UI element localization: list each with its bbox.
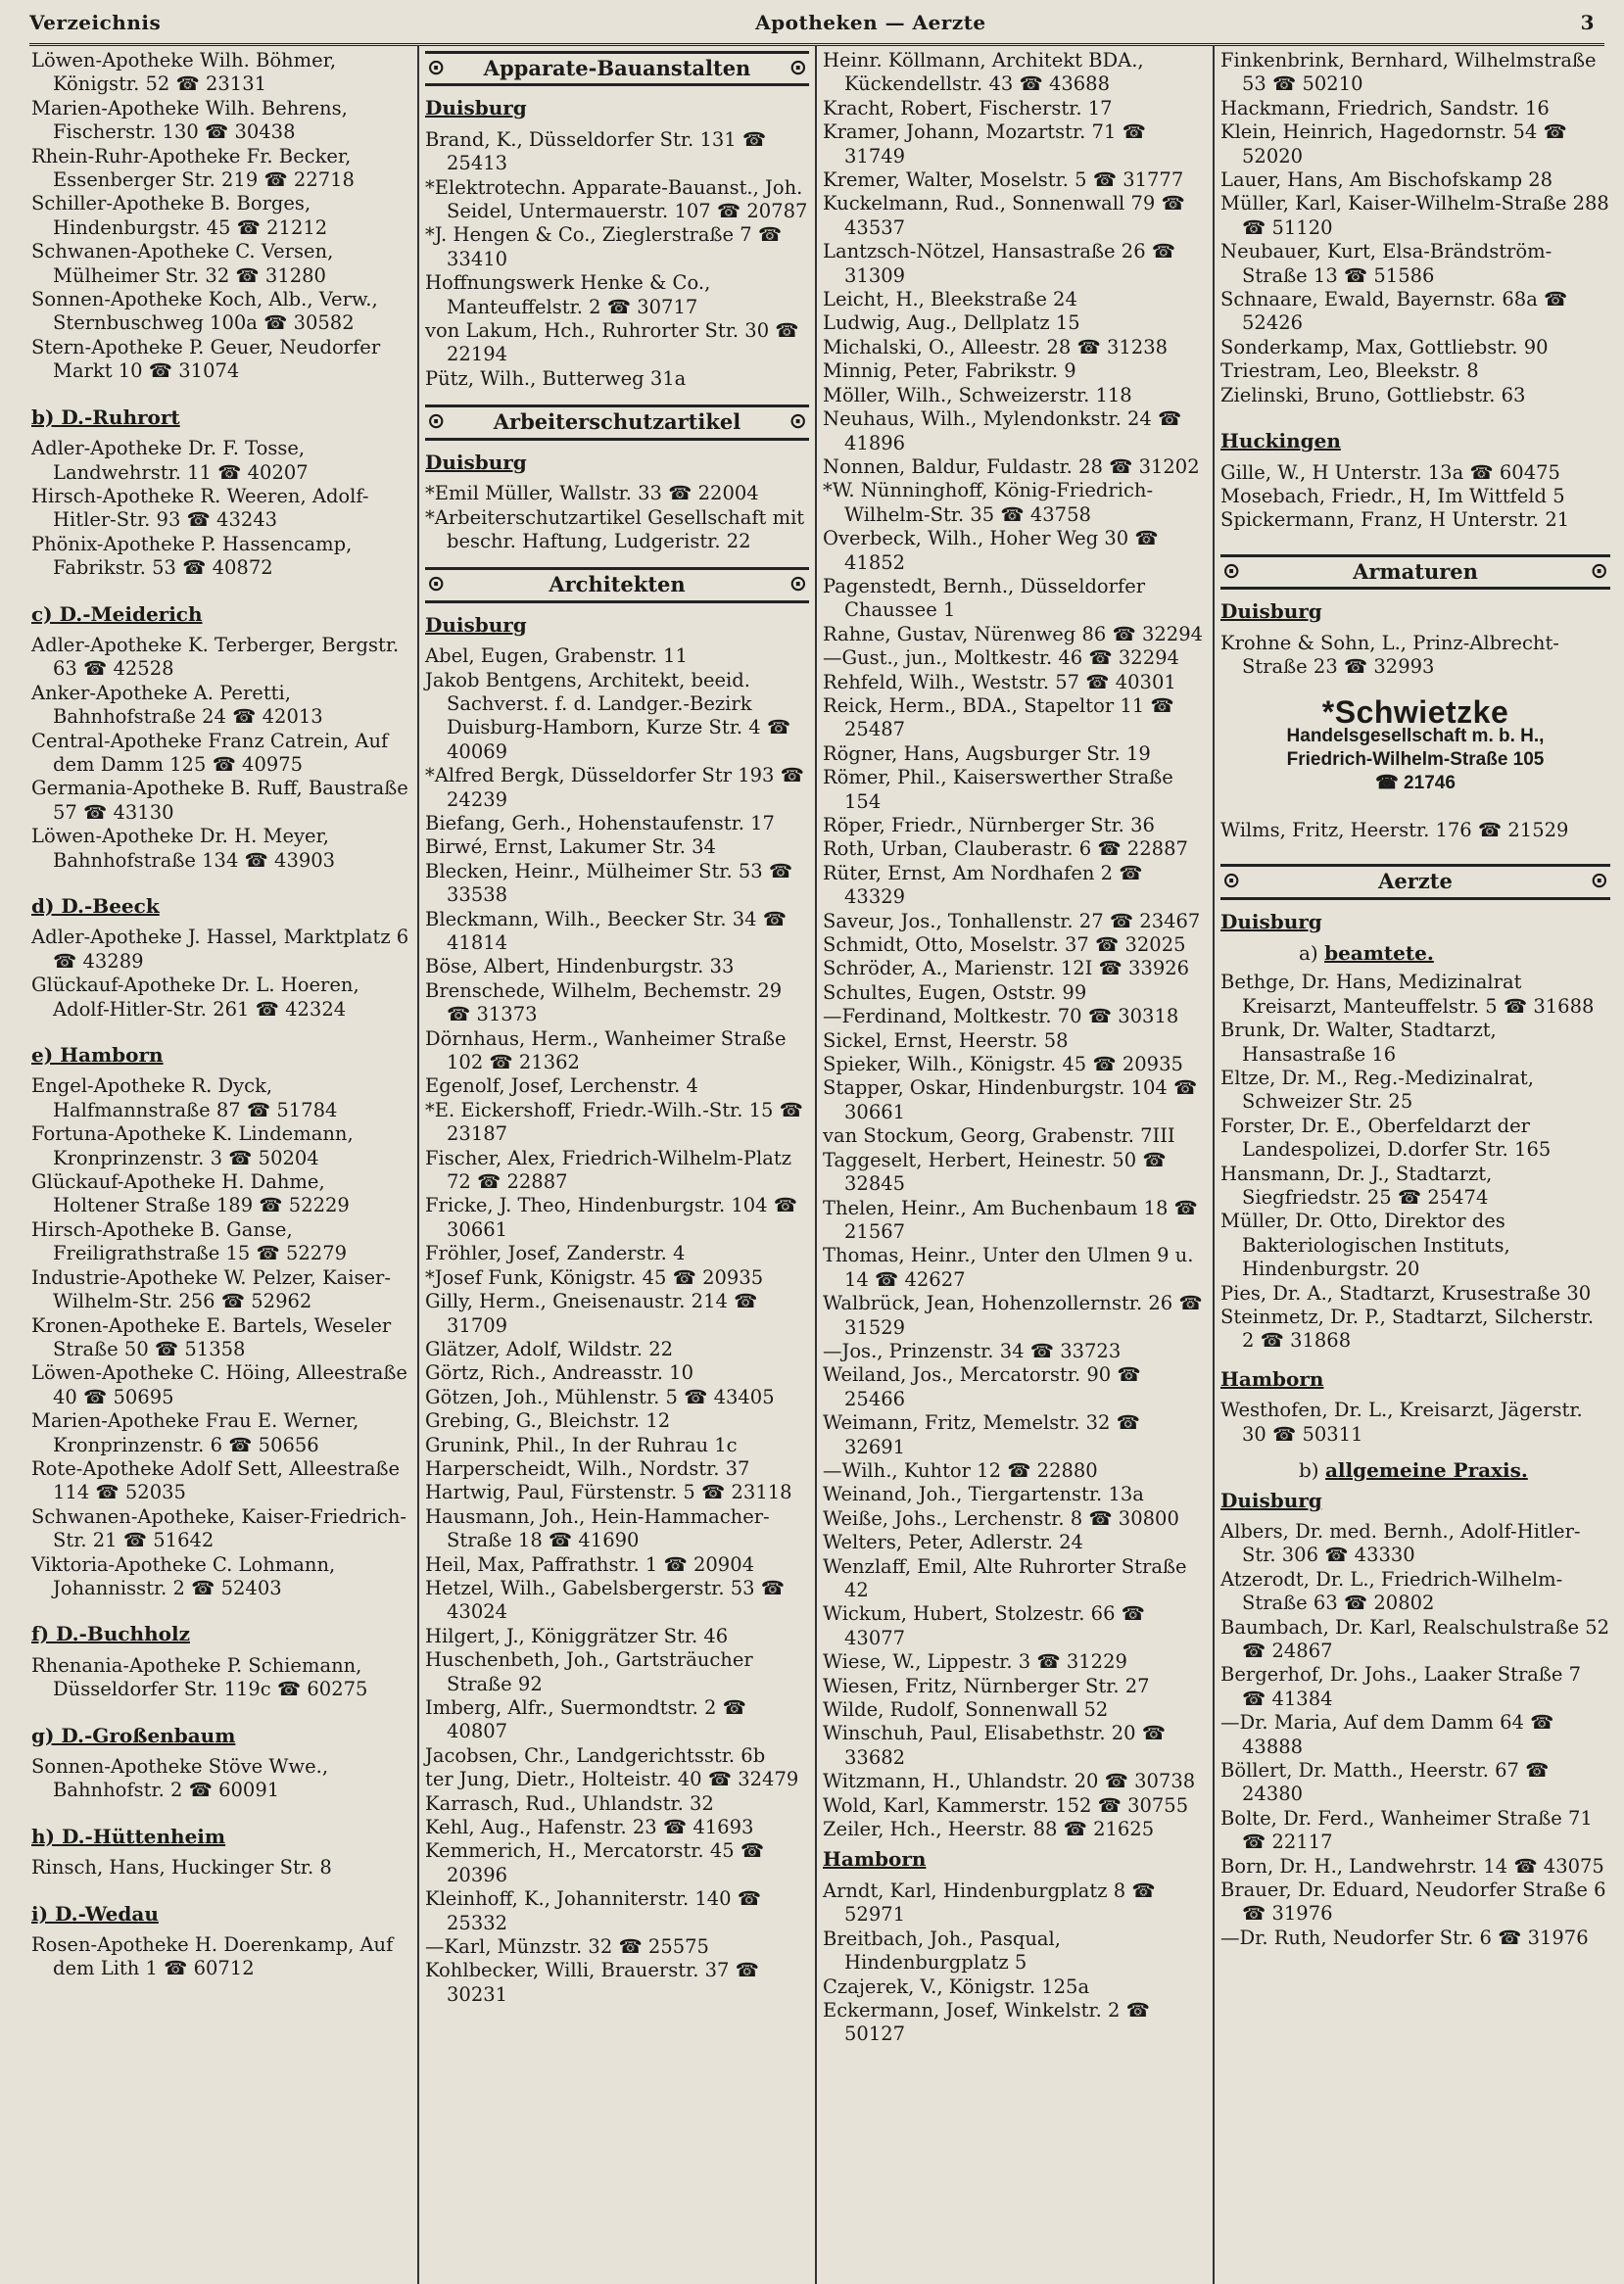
ad-company-name: *Schwietzke xyxy=(1321,694,1509,731)
directory-entry: Zeiler, Hch., Heerstr. 88 ☎ 21625 xyxy=(823,1818,1155,1841)
directory-entry: Sonnen-Apotheke Koch, Alb., Verw., Sternbuschweg 100a ☎ 30582 xyxy=(31,288,378,335)
directory-entry: Schmidt, Otto, Moselstr. 37 ☎ 32025 xyxy=(823,933,1186,957)
column-4 xyxy=(1220,49,1610,2284)
directory-entry: Fischer, Alex, Friedrich-Wilhelm-Platz 72 ☎ 22887 xyxy=(425,1146,791,1194)
directory-entry: Nonnen, Baldur, Fuldastr. 28 ☎ 31202 xyxy=(823,454,1200,478)
directory-entry: Walbrück, Jean, Hohenzollernstr. 26 ☎ 31529 xyxy=(823,1292,1203,1339)
directory-entry: Breitbach, Joh., Pasqual, Hindenburgplatz 5 xyxy=(823,1927,1061,1975)
directory-entry: Bleckmann, Wilh., Beecker Str. 34 ☎ 41814 xyxy=(425,907,788,954)
directory-entry: Klein, Heinrich, Hagedornstr. 54 ☎ 52020 xyxy=(1220,120,1567,167)
directory-entry: Kemmerich, H., Mercatorstr. 45 ☎ 20396 xyxy=(425,1839,765,1886)
directory-entry: Ludwig, Aug., Dellplatz 15 xyxy=(823,311,1080,335)
directory-entry: van Stockum, Georg, Grabenstr. 7III xyxy=(823,1124,1175,1148)
district-heading: d) D.-Beeck xyxy=(31,894,160,918)
directory-entry: Marien-Apotheke Frau E. Werner, Kronprinzenstr. 6 ☎ 50656 xyxy=(31,1409,359,1456)
directory-entry: Albers, Dr. med. Bernh., Adolf-Hitler-Str. 306 ☎ 43330 xyxy=(1220,1519,1581,1567)
directory-entry: Schultes, Eugen, Oststr. 99 xyxy=(823,980,1087,1004)
directory-entry: —Gust., jun., Moltkestr. 46 ☎ 32294 xyxy=(823,646,1179,670)
directory-entry: Leicht, H., Bleekstraße 24 xyxy=(823,288,1077,311)
directory-entry: Blecken, Heinr., Mülheimer Str. 53 ☎ 33538 xyxy=(425,859,793,907)
directory-entry: Müller, Karl, Kaiser-Wilhelm-Straße 288 ☎ 51120 xyxy=(1220,192,1609,239)
directory-entry: Hausmann, Joh., Hein-Hammacher-Straße 18 ☎ 41690 xyxy=(425,1504,770,1552)
directory-entry: —Dr. Ruth, Neudorfer Str. 6 ☎ 31976 xyxy=(1220,1926,1589,1949)
directory-entry: Schwanen-Apotheke, Kaiser-Friedrich-Str. 21 ☎ 51642 xyxy=(31,1504,407,1552)
directory-entry: Hackmann, Friedrich, Sandstr. 16 xyxy=(1220,96,1550,119)
directory-entry: Westhofen, Dr. L., Kreisarzt, Jägerstr. 30 ☎ 50311 xyxy=(1220,1399,1583,1446)
entry-list xyxy=(425,482,809,553)
directory-entry: Fricke, J. Theo, Hindenburgstr. 104 ☎ 30661 xyxy=(425,1194,798,1241)
ad-line: Handelsgesellschaft m. b. H., xyxy=(1286,725,1545,746)
directory-entry: Taggeselt, Herbert, Heinestr. 50 ☎ 32845 xyxy=(823,1148,1167,1196)
directory-entry: Hilgert, J., Königgrätzer Str. 46 xyxy=(425,1624,729,1647)
directory-entry: Fortuna-Apotheke K. Lindemann, Kronprinzenstr. 3 ☎ 50204 xyxy=(31,1122,354,1169)
directory-entry: Central-Apotheke Franz Catrein, Auf dem Damm 125 ☎ 40975 xyxy=(31,729,389,776)
directory-entry: Czajerek, V., Königstr. 125a xyxy=(823,1975,1090,1998)
directory-entry: Mosebach, Friedr., H, Im Wittfeld 5 xyxy=(1220,484,1565,507)
directory-entry: Jacobsen, Chr., Landgerichtsstr. 6b xyxy=(425,1743,766,1767)
directory-entry: Neubauer, Kurt, Elsa-Brändström-Straße 13 ☎ 51586 xyxy=(1220,240,1552,287)
directory-entry: Glückauf-Apotheke H. Dahme, Holtener Straße 189 ☎ 52229 xyxy=(31,1170,350,1217)
directory-entry: Rhenania-Apotheke P. Schiemann, Düsseldorfer Str. 119c ☎ 60275 xyxy=(31,1653,368,1701)
district-heading: e) Hamborn xyxy=(31,1043,164,1068)
directory-entry: Pütz, Wilh., Butterweg 31a xyxy=(425,366,687,390)
entry-list xyxy=(1220,1520,1610,1950)
directory-entry: Böllert, Dr. Matth., Heerstr. 67 ☎ 24380 xyxy=(1220,1758,1550,1806)
directory-entry: Rhein-Ruhr-Apotheke Fr. Becker, Essenberger Str. 219 ☎ 22718 xyxy=(31,144,355,192)
place-heading: Hamborn xyxy=(1220,1366,1324,1391)
page-number: 3 xyxy=(1580,11,1595,34)
directory-entry: Jakob Bentgens, Architekt, beeid. Sachverst. f. d. Landger.-Bezirk Duisburg-Hamborn, Kurze Str. 4 ☎ 40069 xyxy=(425,668,791,763)
section-title: Armaturen xyxy=(1353,558,1478,584)
directory-entry: *Elektrotechn. Apparate-Bauanst., Joh. Seidel, Untermauerstr. 107 ☎ 20787 xyxy=(425,175,808,223)
circle-ornament-icon: ⊙ xyxy=(427,572,446,597)
col1-sections xyxy=(31,405,411,1981)
directory-entry: Spickermann, Franz, H Unterstr. 21 xyxy=(1220,508,1570,532)
directory-entry: Glätzer, Adolf, Wildstr. 22 xyxy=(425,1337,674,1360)
directory-entry: Born, Dr. H., Landwehrstr. 14 ☎ 43075 xyxy=(1220,1854,1604,1878)
directory-entry: Rote-Apotheke Adolf Sett, Alleestraße 114 ☎ 52035 xyxy=(31,1456,401,1504)
advertisement-block xyxy=(1220,694,1610,794)
entry-list xyxy=(1220,971,1610,1354)
directory-entry: Müller, Dr. Otto, Direktor des Bakteriologischen Instituts, Hindenburgstr. 20 xyxy=(1220,1210,1510,1281)
directory-entry: Anker-Apotheke A. Peretti, Bahnhofstraße 24 ☎ 42013 xyxy=(31,681,323,729)
column-3 xyxy=(823,49,1207,2284)
place-heading: Duisburg xyxy=(1220,599,1322,624)
directory-entry: Lantzsch-Nötzel, Hansastraße 26 ☎ 31309 xyxy=(823,240,1176,287)
place-heading: Duisburg xyxy=(425,96,527,120)
directory-entry: Schnaare, Ewald, Bayernstr. 68a ☎ 52426 xyxy=(1220,288,1568,335)
directory-entry: Löwen-Apotheke Dr. H. Meyer, Bahnhofstraße 134 ☎ 43903 xyxy=(31,825,336,872)
directory-entry: Harperscheidt, Wilh., Nordstr. 37 xyxy=(425,1456,750,1480)
circle-ornament-icon: ⊙ xyxy=(427,56,446,80)
circle-ornament-icon: ⊙ xyxy=(1590,558,1608,584)
subsection-title: allgemeine Praxis. xyxy=(1324,1458,1528,1483)
directory-entry: Baumbach, Dr. Karl, Realschulstraße 52 ☎ 24867 xyxy=(1220,1615,1610,1662)
directory-entry: Brauer, Dr. Eduard, Neudorfer Straße 6 ☎ 31976 xyxy=(1220,1879,1606,1926)
column-divider xyxy=(417,45,419,2284)
directory-entry: Kracht, Robert, Fischerstr. 17 xyxy=(823,96,1113,119)
directory-entry: Kremer, Walter, Moselstr. 5 ☎ 31777 xyxy=(823,168,1184,192)
subsection-heading xyxy=(1299,1458,1610,1482)
directory-entry: von Lakum, Hch., Ruhrorter Str. 30 ☎ 22194 xyxy=(425,319,799,366)
circle-ornament-icon: ⊙ xyxy=(788,572,807,597)
subsection-prefix: a) xyxy=(1299,940,1318,965)
directory-entry: Dörnhaus, Herm., Wanheimer Straße 102 ☎ 21362 xyxy=(425,1026,787,1074)
subsection-heading xyxy=(1299,941,1610,965)
directory-entry: Hetzel, Wilh., Gabelsbergerstr. 53 ☎ 43024 xyxy=(425,1576,786,1624)
directory-entry: Overbeck, Wilh., Hoher Weg 30 ☎ 41852 xyxy=(823,527,1159,574)
entry-list xyxy=(425,644,809,2007)
directory-entry: Egenolf, Josef, Lerchenstr. 4 xyxy=(425,1074,698,1098)
directory-entry: Roth, Urban, Clauberastr. 6 ☎ 22887 xyxy=(823,837,1188,861)
directory-entry: Löwen-Apotheke C. Höing, Alleestraße 40 ☎ 50695 xyxy=(31,1361,407,1408)
directory-entry: Kleinhoff, K., Johanniterstr. 140 ☎ 25332 xyxy=(425,1887,762,1934)
directory-entry: Wilde, Rudolf, Sonnenwall 52 xyxy=(823,1698,1109,1722)
directory-entry: *W. Nünninghoff, König-Friedrich-Wilhelm-Str. 35 ☎ 43758 xyxy=(823,479,1154,526)
directory-entry: Abel, Eugen, Grabenstr. 11 xyxy=(425,644,688,668)
directory-entry: Kuckelmann, Rud., Sonnenwall 79 ☎ 43537 xyxy=(823,192,1185,239)
directory-entry: Spieker, Wilh., Königstr. 45 ☎ 20935 xyxy=(823,1053,1183,1076)
district-heading: g) D.-Großenbaum xyxy=(31,1723,236,1747)
entry-list xyxy=(1220,461,1610,533)
directory-entry: Wold, Karl, Kammerstr. 152 ☎ 30755 xyxy=(823,1793,1189,1817)
directory-entry: Neuhaus, Wilh., Mylendonkstr. 24 ☎ 41896 xyxy=(823,407,1182,454)
directory-entry: Phönix-Apotheke P. Hassencamp, Fabrikstr. 53 ☎ 40872 xyxy=(31,532,353,580)
directory-entry: Heinr. Köllmann, Architekt BDA., Kückendellstr. 43 ☎ 43688 xyxy=(823,49,1144,96)
directory-entry: Pies, Dr. A., Stadtarzt, Krusestraße 30 xyxy=(1220,1281,1592,1305)
directory-entry: Kronen-Apotheke E. Bartels, Weseler Straße 50 ☎ 51358 xyxy=(31,1313,392,1360)
directory-entry: Weiland, Jos., Mercatorstr. 90 ☎ 25466 xyxy=(823,1363,1141,1410)
directory-entry: Rinsch, Hans, Huckinger Str. 8 xyxy=(31,1856,332,1880)
page-header xyxy=(29,6,1595,39)
directory-entry: Wenzlaff, Emil, Alte Ruhrorter Straße 42 xyxy=(823,1554,1187,1601)
directory-entry: Römer, Phil., Kaiserswerther Straße 154 xyxy=(823,766,1173,813)
directory-entry: Möller, Wilh., Schweizerstr. 118 xyxy=(823,383,1132,406)
directory-entry: —Karl, Münzstr. 32 ☎ 25575 xyxy=(425,1935,709,1959)
directory-entry: Bethge, Dr. Hans, Medizinalrat Kreisarzt, Manteuffelstr. 5 ☎ 31688 xyxy=(1220,971,1595,1018)
place-heading: Duisburg xyxy=(425,612,527,637)
directory-entry: Steinmetz, Dr. P., Stadtarzt, Silcherstr. 2 ☎ 31868 xyxy=(1220,1306,1595,1353)
directory-entry: Birwé, Ernst, Lakumer Str. 34 xyxy=(425,835,716,859)
directory-entry: —Jos., Prinzenstr. 34 ☎ 33723 xyxy=(823,1339,1122,1362)
column-divider xyxy=(815,45,817,2284)
directory-entry: Reick, Herm., BDA., Stapeltor 11 ☎ 25487 xyxy=(823,693,1174,741)
directory-entry: Weimann, Fritz, Memelstr. 32 ☎ 32691 xyxy=(823,1411,1140,1458)
directory-entry: ter Jung, Dietr., Holteistr. 40 ☎ 32479 xyxy=(425,1768,799,1791)
directory-entry: Engel-Apotheke R. Dyck, Halfmannstraße 87 ☎ 51784 xyxy=(31,1074,338,1121)
directory-entry: Rüter, Ernst, Am Nordhafen 2 ☎ 43329 xyxy=(823,861,1143,909)
directory-entry: Sonderkamp, Max, Gottliebstr. 90 xyxy=(1220,335,1549,358)
circle-ornament-icon: ⊙ xyxy=(427,409,446,435)
district-heading: h) D.-Hüttenheim xyxy=(31,1824,226,1848)
directory-entry: Hirsch-Apotheke R. Weeren, Adolf-Hitler-Str. 93 ☎ 43243 xyxy=(31,484,369,532)
directory-entry: Böse, Albert, Hindenburgstr. 33 xyxy=(425,955,735,978)
directory-entry: Forster, Dr. E., Oberfeldarzt der Landespolizei, D.dorfer Str. 165 xyxy=(1220,1114,1552,1162)
place-heading: Duisburg xyxy=(1220,1488,1322,1512)
directory-entry: Eckermann, Josef, Winkelstr. 2 ☎ 50127 xyxy=(823,1998,1150,2046)
directory-entry: Wickum, Hubert, Stolzestr. 66 ☎ 43077 xyxy=(823,1602,1145,1649)
directory-entry: Wilms, Fritz, Heerstr. 176 ☎ 21529 xyxy=(1220,818,1569,841)
header-left: Verzeichnis xyxy=(29,11,162,34)
directory-entry: Gille, W., H Unterstr. 13a ☎ 60475 xyxy=(1220,460,1560,484)
directory-entry: Stern-Apotheke P. Geuer, Neudorfer Markt 10 ☎ 31074 xyxy=(31,335,381,383)
entry-list xyxy=(823,49,1207,1841)
circle-ornament-icon: ⊙ xyxy=(788,56,807,80)
directory-entry: Welters, Peter, Adlerstr. 24 xyxy=(823,1531,1083,1554)
section-title: Apparate-Bauanstalten xyxy=(483,56,751,80)
place-heading: Duisburg xyxy=(1220,909,1322,933)
directory-entry: Saveur, Jos., Tonhallenstr. 27 ☎ 23467 xyxy=(823,909,1201,932)
header-center: Apotheken — Aerzte xyxy=(755,11,986,34)
directory-entry: Rosen-Apotheke H. Doerenkamp, Auf dem Lith 1 ☎ 60712 xyxy=(31,1933,394,1980)
directory-entry: —Dr. Maria, Auf dem Damm 64 ☎ 43888 xyxy=(1220,1711,1554,1758)
directory-entry: —Wilh., Kuhtor 12 ☎ 22880 xyxy=(823,1458,1098,1482)
directory-entry: Adler-Apotheke J. Hassel, Marktplatz 6 ☎ 43289 xyxy=(31,926,409,973)
directory-entry: Heil, Max, Paffrathstr. 1 ☎ 20904 xyxy=(425,1552,755,1576)
directory-entry: Lauer, Hans, Am Bischofskamp 28 xyxy=(1220,168,1553,192)
directory-entry: Bolte, Dr. Ferd., Wanheimer Straße 71 ☎ 22117 xyxy=(1220,1806,1593,1854)
directory-entry: Schröder, A., Marienstr. 12I ☎ 33926 xyxy=(823,957,1190,980)
directory-entry: Gilly, Herm., Gneisenaustr. 214 ☎ 31709 xyxy=(425,1290,758,1337)
directory-entry: Fröhler, Josef, Zanderstr. 4 xyxy=(425,1242,686,1265)
directory-entry: Rögner, Hans, Augsburger Str. 19 xyxy=(823,741,1151,765)
section-header-apparate xyxy=(425,51,809,86)
directory-entry: Minnig, Peter, Fabrikstr. 9 xyxy=(823,359,1076,383)
directory-entry: *Alfred Bergk, Düsseldorfer Str 193 ☎ 24239 xyxy=(425,764,804,811)
directory-entry: Görtz, Rich., Andreasstr. 10 xyxy=(425,1361,693,1385)
directory-entry: Weinand, Joh., Tiergartenstr. 13a xyxy=(823,1483,1144,1506)
directory-entry: Sonnen-Apotheke Stöve Wwe., Bahnhofstr. 2 ☎ 60091 xyxy=(31,1755,329,1802)
directory-entry: Michalski, O., Alleestr. 28 ☎ 31238 xyxy=(823,335,1169,358)
directory-entry: Hansmann, Dr. J., Stadtarzt, Siegfriedstr. 25 ☎ 25474 xyxy=(1220,1162,1493,1210)
directory-entry: Kohlbecker, Willi, Brauerstr. 37 ☎ 30231 xyxy=(425,1959,759,2006)
directory-entry: *Josef Funk, Königstr. 45 ☎ 20935 xyxy=(425,1265,764,1289)
section-header-armaturen xyxy=(1220,554,1610,590)
section-title: Arbeiterschutzartikel xyxy=(493,409,741,435)
directory-entry: Imberg, Alfr., Suermondtstr. 2 ☎ 40807 xyxy=(425,1696,746,1743)
directory-entry: Kramer, Johann, Mozartstr. 71 ☎ 31749 xyxy=(823,120,1146,167)
directory-entry: Brunk, Dr. Walter, Stadtarzt, Hansastraße 16 xyxy=(1220,1019,1497,1066)
directory-entry: Wiesen, Fritz, Nürnberger Str. 27 xyxy=(823,1674,1150,1697)
subsection-title: beamtete. xyxy=(1324,940,1434,965)
directory-entry: *J. Hengen & Co., Zieglerstraße 7 ☎ 33410 xyxy=(425,223,783,270)
directory-entry: Thomas, Heinr., Unter den Ulmen 9 u. 14 ☎ 42627 xyxy=(823,1244,1194,1291)
column-divider xyxy=(1213,45,1215,2284)
directory-entry: Brand, K., Düsseldorfer Str. 131 ☎ 25413 xyxy=(425,127,767,175)
directory-entry: Hirsch-Apotheke B. Ganse, Freiligrathstraße 15 ☎ 52279 xyxy=(31,1217,348,1265)
directory-entry: Atzerodt, Dr. L., Friedrich-Wilhelm-Straße 63 ☎ 20802 xyxy=(1220,1567,1563,1615)
place-heading: Hamborn xyxy=(823,1847,927,1872)
directory-entry: Adler-Apotheke K. Terberger, Bergstr. 63 ☎ 42528 xyxy=(31,633,400,681)
directory-entry: Krohne & Sohn, L., Prinz-Albrecht-Straße 23 ☎ 32993 xyxy=(1220,631,1559,678)
directory-entry: Arndt, Karl, Hindenburgplatz 8 ☎ 52971 xyxy=(823,1879,1156,1927)
directory-entry: Zielinski, Bruno, Gottliebstr. 63 xyxy=(1220,383,1526,406)
directory-entry: Winschuh, Paul, Elisabethstr. 20 ☎ 33682 xyxy=(823,1722,1167,1769)
entry-list xyxy=(823,1880,1207,2047)
district-heading: c) D.-Meiderich xyxy=(31,601,203,626)
directory-entry: Grunink, Phil., In der Ruhrau 1c xyxy=(425,1433,738,1456)
column-1 xyxy=(31,49,411,2284)
place-heading: Duisburg xyxy=(425,450,527,474)
directory-entry: Triestram, Leo, Bleekstr. 8 xyxy=(1220,359,1479,383)
section-header-aerzte xyxy=(1220,864,1610,899)
directory-entry: Eltze, Dr. M., Reg.-Medizinalrat, Schweizer Str. 25 xyxy=(1220,1067,1534,1114)
directory-entry: Huschenbeth, Joh., Gartsträucher Straße 92 xyxy=(425,1648,753,1695)
header-rule xyxy=(29,43,1604,46)
entry-list xyxy=(1220,819,1610,842)
directory-entry: Stapper, Oskar, Hindenburgstr. 104 ☎ 30661 xyxy=(823,1076,1198,1123)
district-heading: b) D.-Ruhrort xyxy=(31,404,180,429)
entry-list xyxy=(425,128,809,391)
entry-list xyxy=(1220,1399,1610,1447)
directory-entry: Glückauf-Apotheke Dr. L. Hoeren, Adolf-Hitler-Str. 261 ☎ 42324 xyxy=(31,974,359,1021)
district-heading: f) D.-Buchholz xyxy=(31,1622,190,1646)
directory-entry: Viktoria-Apotheke C. Lohmann, Johannisstr. 2 ☎ 52403 xyxy=(31,1552,336,1599)
subsection-prefix: b) xyxy=(1299,1458,1319,1483)
ad-line: ☎ 21746 xyxy=(1375,772,1456,793)
section-title: Aerzte xyxy=(1378,869,1453,894)
directory-entry: Rehfeld, Wilh., Weststr. 57 ☎ 40301 xyxy=(823,670,1176,693)
entry-list xyxy=(1220,632,1610,680)
section-header-architekten xyxy=(425,567,809,602)
directory-entry: Biefang, Gerh., Hohenstaufenstr. 17 xyxy=(425,811,775,834)
directory-entry: Wiese, W., Lippestr. 3 ☎ 31229 xyxy=(823,1650,1127,1674)
directory-entry: Brenschede, Wilhelm, Bechemstr. 29 ☎ 31373 xyxy=(425,978,783,1026)
directory-entry: Kehl, Aug., Hafenstr. 23 ☎ 41693 xyxy=(425,1816,754,1839)
place-heading: Huckingen xyxy=(1220,429,1341,453)
col1-intro xyxy=(31,49,411,384)
directory-entry: Hoffnungswerk Henke & Co., Manteuffelstr. 2 ☎ 30717 xyxy=(425,271,711,318)
directory-entry: Schwanen-Apotheke C. Versen, Mülheimer Str. 32 ☎ 31280 xyxy=(31,240,334,287)
directory-entry: Weiße, Johs., Lerchenstr. 8 ☎ 30800 xyxy=(823,1506,1179,1530)
directory-entry: *Emil Müller, Wallstr. 33 ☎ 22004 xyxy=(425,482,759,505)
directory-entry: Sickel, Ernst, Heerstr. 58 xyxy=(823,1028,1069,1052)
directory-entry: Thelen, Heinr., Am Buchenbaum 18 ☎ 21567 xyxy=(823,1196,1198,1243)
directory-entry: Götzen, Joh., Mühlenstr. 5 ☎ 43405 xyxy=(425,1385,775,1408)
directory-entry: —Ferdinand, Moltkestr. 70 ☎ 30318 xyxy=(823,1005,1179,1028)
directory-entry: *E. Eickershoff, Friedr.-Wilh.-Str. 15 ☎ 23187 xyxy=(425,1098,803,1146)
directory-entry: Schiller-Apotheke B. Borges, Hindenburgstr. 45 ☎ 21212 xyxy=(31,192,328,239)
directory-entry: Witzmann, H., Uhlandstr. 20 ☎ 30738 xyxy=(823,1770,1196,1793)
directory-entry: Röper, Friedr., Nürnberger Str. 36 xyxy=(823,814,1155,836)
directory-entry: Löwen-Apotheke Wilh. Böhmer, Königstr. 52 ☎ 23131 xyxy=(31,49,337,96)
directory-entry: *Arbeiterschutzartikel Gesellschaft mit beschr. Haftung, Ludgeristr. 22 xyxy=(425,505,805,552)
circle-ornament-icon: ⊙ xyxy=(1590,869,1608,894)
directory-entry: Bergerhof, Dr. Johs., Laaker Straße 7 ☎ 41384 xyxy=(1220,1663,1582,1710)
circle-ornament-icon: ⊙ xyxy=(788,409,807,435)
directory-entry: Rahne, Gustav, Nürenweg 86 ☎ 32294 xyxy=(823,622,1204,645)
directory-entry: Grebing, G., Bleichstr. 12 xyxy=(425,1409,671,1433)
directory-entry: Marien-Apotheke Wilh. Behrens, Fischerstr. 130 ☎ 30438 xyxy=(31,96,348,144)
entry-list xyxy=(1220,49,1610,407)
directory-entry: Adler-Apotheke Dr. F. Tosse, Landwehrstr. 11 ☎ 40207 xyxy=(31,437,309,484)
directory-entry: Finkenbrink, Bernhard, Wilhelmstraße 53 ☎ 50210 xyxy=(1220,49,1597,96)
directory-entry: Karrasch, Rud., Uhlandstr. 32 xyxy=(425,1791,714,1815)
directory-entry: Industrie-Apotheke W. Pelzer, Kaiser-Wilhelm-Str. 256 ☎ 52962 xyxy=(31,1265,391,1313)
section-title: Architekten xyxy=(549,572,686,597)
ad-line: Friedrich-Wilhelm-Straße 105 xyxy=(1286,748,1545,770)
directory-entry: Germania-Apotheke B. Ruff, Baustraße 57 ☎ 43130 xyxy=(31,777,408,824)
directory-entry: Hartwig, Paul, Fürstenstr. 5 ☎ 23118 xyxy=(425,1481,792,1504)
circle-ornament-icon: ⊙ xyxy=(1222,558,1241,584)
directory-entry: Pagenstedt, Bernh., Düsseldorfer Chaussee 1 xyxy=(823,574,1146,622)
circle-ornament-icon: ⊙ xyxy=(1222,869,1241,894)
district-heading: i) D.-Wedau xyxy=(31,1901,159,1926)
column-2 xyxy=(425,49,809,2284)
section-header-arbeiterschutz xyxy=(425,404,809,440)
